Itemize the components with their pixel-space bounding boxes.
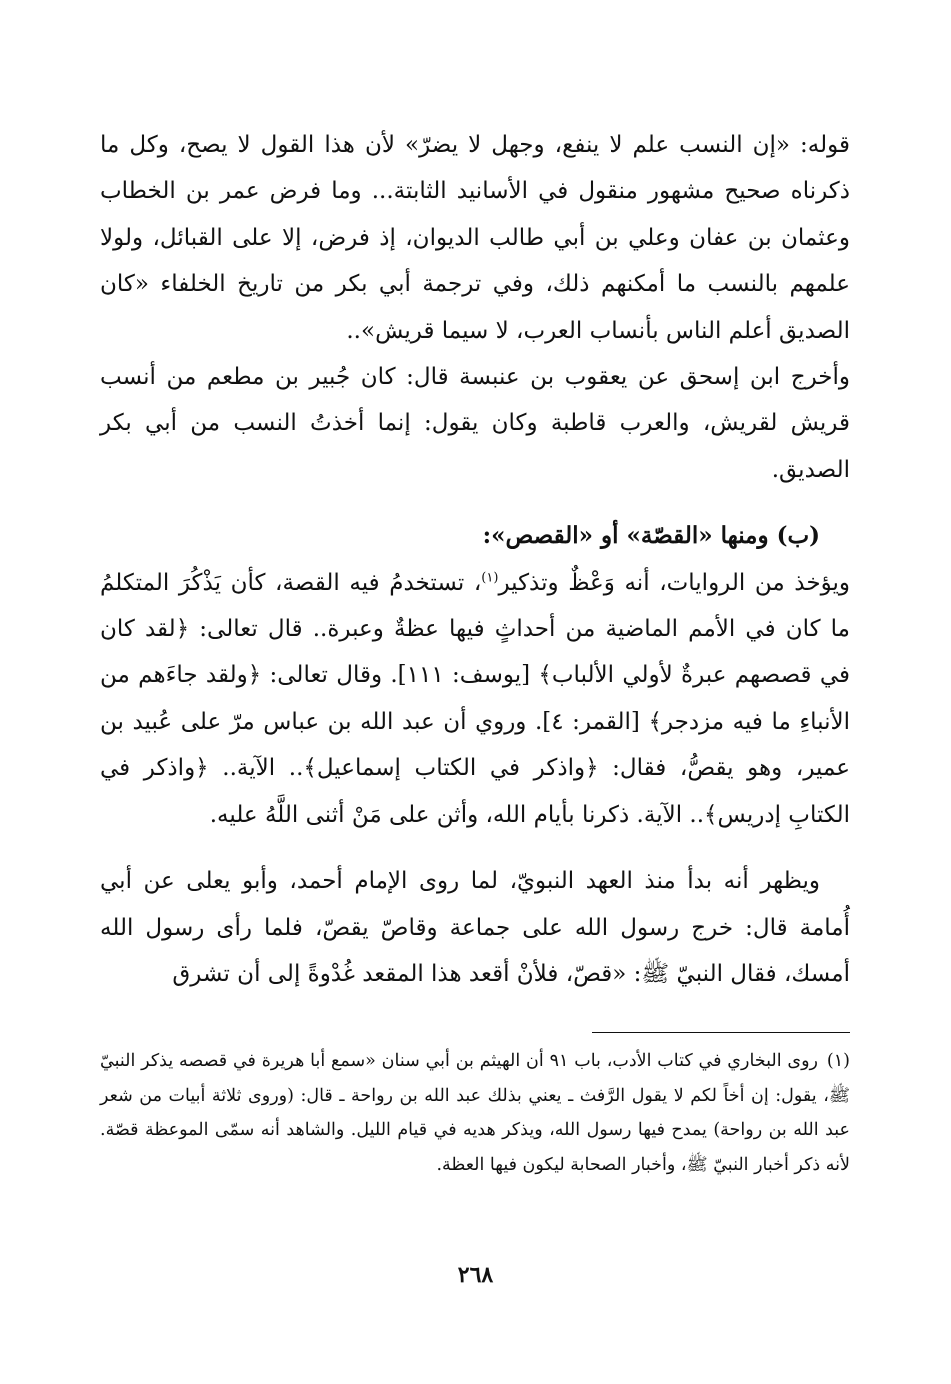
footnote-1 xyxy=(100,1044,850,1182)
footnote-reference[interactable]: (١) xyxy=(481,570,499,585)
paragraph-1: قوله: «إن النسب علم لا ينفع، وجهل لا يضرّ» لأن هذا القول لا يصح، وكل ما ذكرناه صحيح مشهور منقول في الأسانيد الثابتة... وما فرض عمر بن الخطاب وعثمان بن عفان وعلي بن أبي طالب الديوان، إذ فرض، إلا على القبائل، ولولا علمهم بالنسب ما أمكنهم ذلك، وفي ترجمة أبي بكر من تاريخ الخلفاء «كان الصديق أعلم الناس بأنساب العرب، لا سيما قريش».. xyxy=(100,132,850,344)
paragraph-4: ويظهر أنه بدأ منذ العهد النبويّ، لما روى الإمام أحمد، وأبو يعلى عن أبي أُمامة قال: خرج رسول الله على جماعة وقاصّ يقصّ، فلما رأى رسول الله أمسك، فقال النبيّ ﷺ: «قصّ، فلأنْ أقعد هذا المقعد غُدْوةً إلى أن تشرق xyxy=(100,868,850,987)
main-text xyxy=(100,122,850,997)
page-number: ٢٦٨ xyxy=(457,1262,494,1288)
paragraph-3-start: ويؤخذ من الروايات، أنه وَعْظٌ وتذكير xyxy=(498,569,850,596)
section-heading: (ب) ومنها «القصّة» أو «القصص»: xyxy=(482,522,820,550)
spacer xyxy=(100,493,850,513)
paragraph-2: وأخرج ابن إسحق عن يعقوب بن عنبسة قال: كان جُبير بن مطعم من أنسب قريش لقريش، والعرب قاطبة وكان يقول: إنما أخذتُ النسب من أبي بكر الصديق. xyxy=(100,364,850,483)
footnote-number: (١) xyxy=(826,1051,850,1071)
spacer xyxy=(100,838,850,858)
footnotes xyxy=(100,1044,850,1182)
paragraph-3-rest: ، تستخدمُ فيه القصة، كأن يَذْكُرَ المتكلمُ ما كان في الأمم الماضية من أحداثٍ فيها عظةٌ وعبرة.. قال تعالى: ﴿لقد كان في قصصهم عبرةٌ لأولي الألباب﴾ [يوسف: ١١١]. وقال تعالى: ﴿ولقد جاءَهم من الأنباءِ ما فيه مزدجر﴾ [القمر: ٤]. وروي أن عبد الله بن عباس مرّ على عُبيد بن عمير، وهو يقصُّ، فقال: ﴿واذكر في الكتاب إسماعيل﴾.. الآية.. ﴿واذكر في الكتابِ إدريس﴾.. الآية. ذكرنا بأيام الله، وأثن على مَنْ أثنى اللَّهُ عليه. xyxy=(100,569,851,828)
footnote-text: روى البخاري في كتاب الأدب، باب ٩١ أن الهيثم بن أبي سنان «سمع أبا هريرة في قصصه يذكر النبيّ ﷺ، يقول: إن أخاً لكم لا يقول الرَّفث ـ يعني بذلك عبد الله بن رواحة ـ قال: (وروى ثلاثة أبيات من شعر عبد الله بن رواحة) يمدح فيها رسول الله، ويذكر هديه في قيام الليل. والشاهد أنه سمّى الموعظة قصّة. لأنه ذكر أخبار النبيّ ﷺ، وأخبار الصحابة ليكون فيها العظة. xyxy=(100,1051,850,1175)
body-text xyxy=(100,122,850,997)
footnote-separator xyxy=(592,1032,850,1033)
paragraph-3 xyxy=(100,560,850,838)
